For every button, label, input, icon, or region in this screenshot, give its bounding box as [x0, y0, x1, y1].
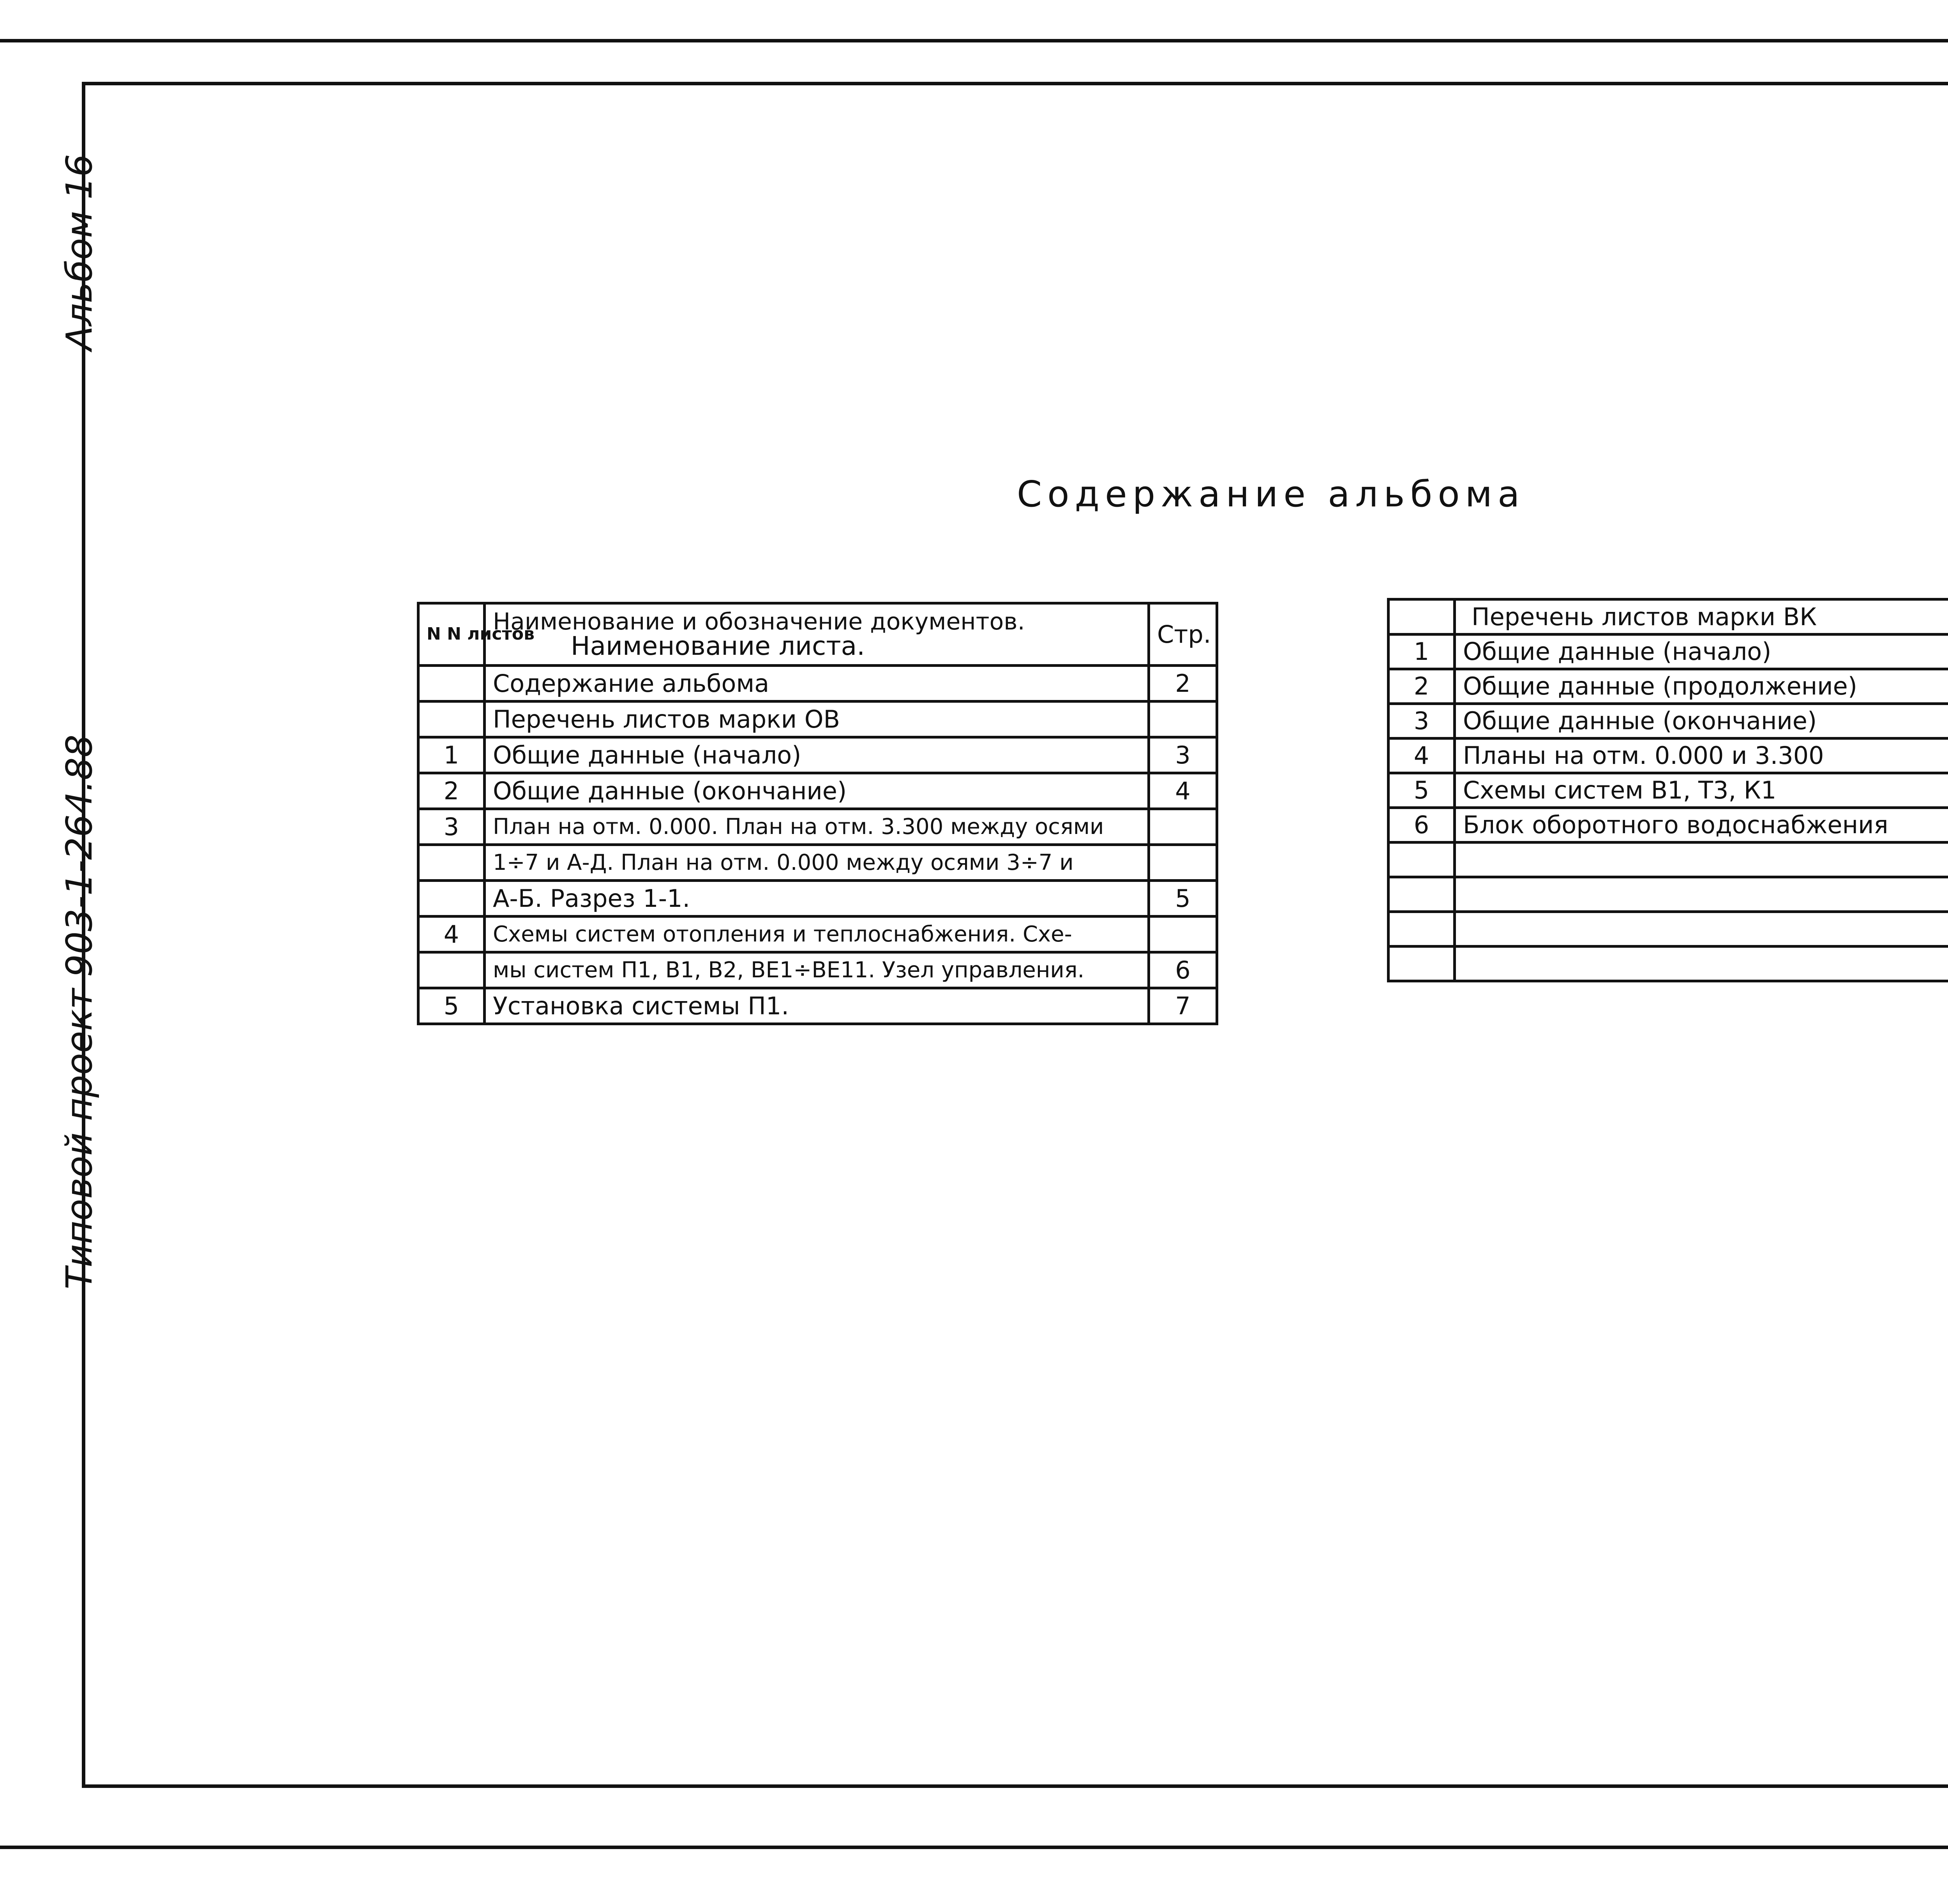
row-name: А-Б. Разрез 1-1.	[485, 881, 1149, 917]
row-name: Перечень листов марки ОВ	[485, 702, 1149, 737]
row-num	[418, 845, 485, 881]
row-name: Содержание альбома	[485, 666, 1149, 702]
row-num: 2	[418, 773, 485, 809]
table-row	[1389, 773, 1948, 808]
row-name: Общие данные (начало)	[485, 737, 1149, 773]
row-name: Общие данные (продолжение)	[1455, 669, 1948, 704]
header-num: N N листов	[418, 603, 485, 666]
row-page	[1149, 809, 1217, 845]
header-num	[1389, 599, 1455, 635]
row-num	[1389, 947, 1455, 981]
row-name: 1÷7 и А-Д. План на отм. 0.000 между осями 3÷7 и	[485, 845, 1149, 881]
table-row	[1389, 843, 1948, 877]
table-header-row	[1389, 599, 1948, 635]
table-row	[1389, 912, 1948, 947]
row-name	[1455, 843, 1948, 877]
row-num: 1	[418, 737, 485, 773]
table-row	[1389, 877, 1948, 912]
row-num	[418, 666, 485, 702]
table-row	[418, 988, 1217, 1024]
table-header-row	[418, 603, 1217, 666]
row-page: 6	[1149, 952, 1217, 988]
table-row	[418, 881, 1217, 917]
left-contents-table	[417, 602, 1218, 1025]
table-row	[418, 702, 1217, 737]
table-row	[418, 952, 1217, 988]
table-row	[1389, 947, 1948, 981]
bottom-border	[0, 1846, 1948, 1849]
side-album-label: Альбом 16	[58, 154, 100, 351]
row-num: 5	[1389, 773, 1455, 808]
row-page: 4	[1149, 773, 1217, 809]
table-row	[418, 845, 1217, 881]
row-name: Установка системы П1.	[485, 988, 1149, 1024]
row-name	[1455, 877, 1948, 912]
table-row	[418, 666, 1217, 702]
row-name	[1455, 947, 1948, 981]
row-page: 2	[1149, 666, 1217, 702]
row-num	[418, 702, 485, 737]
row-name: Схемы систем В1, Т3, К1	[1455, 773, 1948, 808]
row-name: Схемы систем отопления и теплоснабжения. Схе-	[485, 917, 1149, 952]
row-num: 4	[418, 917, 485, 952]
row-num: 1	[1389, 635, 1455, 669]
table-row	[1389, 669, 1948, 704]
row-name	[1455, 912, 1948, 947]
table-row	[1389, 739, 1948, 773]
row-num: 5	[418, 988, 485, 1024]
row-num	[1389, 843, 1455, 877]
table-row	[418, 917, 1217, 952]
row-num: 2	[1389, 669, 1455, 704]
row-num: 6	[1389, 808, 1455, 843]
table-row	[418, 773, 1217, 809]
header-page: Стр.	[1149, 603, 1217, 666]
row-page: 3	[1149, 737, 1217, 773]
right-contents-table	[1387, 598, 1948, 982]
row-name: Блок оборотного водоснабжения	[1455, 808, 1948, 843]
row-num: 4	[1389, 739, 1455, 773]
row-page	[1149, 702, 1217, 737]
row-page: 7	[1149, 988, 1217, 1024]
row-num	[1389, 877, 1455, 912]
row-name: Общие данные (окончание)	[1455, 704, 1948, 739]
header-name	[485, 603, 1149, 666]
row-name: Общие данные (начало)	[1455, 635, 1948, 669]
table-row	[1389, 635, 1948, 669]
row-name: мы систем П1, В1, В2, ВЕ1÷ВЕ11. Узел управления.	[485, 952, 1149, 988]
header-name-line1: Наименование и обозначение документов.	[493, 608, 1025, 635]
table-row	[418, 809, 1217, 845]
page-title: Содержание альбома	[1017, 473, 1525, 515]
header-name-line2: Наименование листа.	[571, 631, 865, 661]
row-num: 3	[1389, 704, 1455, 739]
table-row	[1389, 808, 1948, 843]
row-page: 5	[1149, 881, 1217, 917]
table-row	[1389, 704, 1948, 739]
top-border	[0, 39, 1948, 42]
row-num	[418, 952, 485, 988]
row-name: Общие данные (окончание)	[485, 773, 1149, 809]
row-name: Планы на отм. 0.000 и 3.300	[1455, 739, 1948, 773]
row-name: План на отм. 0.000. План на отм. 3.300 между осями	[485, 809, 1149, 845]
row-page	[1149, 917, 1217, 952]
row-num	[418, 881, 485, 917]
table-row	[418, 737, 1217, 773]
row-num	[1389, 912, 1455, 947]
row-num: 3	[418, 809, 485, 845]
row-page	[1149, 845, 1217, 881]
header-name: Перечень листов марки ВК	[1455, 599, 1948, 635]
side-project-label: Типовой проект 903-1-264.88	[58, 734, 100, 1289]
